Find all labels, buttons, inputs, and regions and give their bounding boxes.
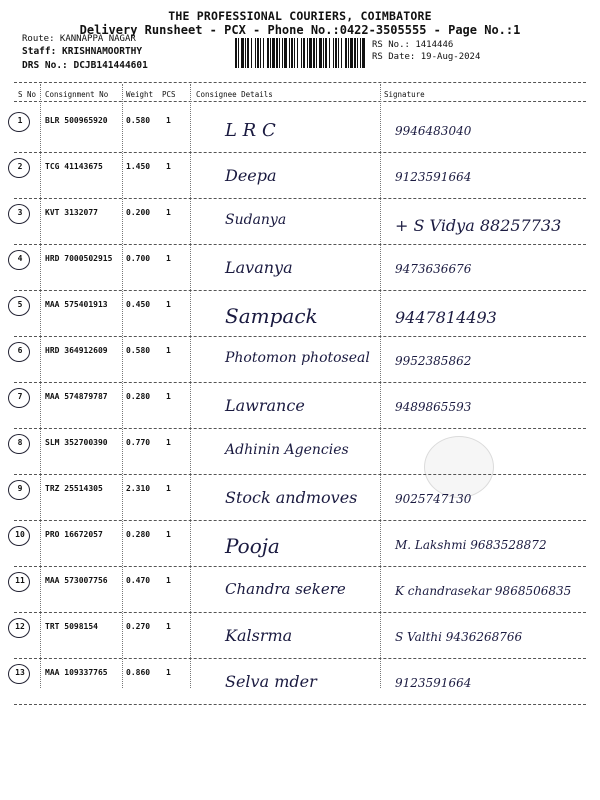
col-sno: S No bbox=[18, 90, 37, 99]
pieces-value: 1 bbox=[166, 530, 171, 539]
signature-handwriting: 9447814493 bbox=[395, 308, 497, 327]
runsheet-subtitle: Delivery Runsheet - PCX - Phone No.:0422-3505555 - Page No.:1 bbox=[79, 23, 521, 37]
weight-value: 2.310 bbox=[126, 484, 151, 493]
consignee-handwriting: L R C bbox=[225, 120, 276, 141]
consignment-number: PRO 16672057 bbox=[45, 530, 103, 539]
serial-number: 10 bbox=[15, 530, 25, 539]
serial-number: 1 bbox=[17, 116, 23, 125]
pieces-value: 1 bbox=[166, 162, 171, 171]
weight-value: 0.280 bbox=[126, 530, 151, 539]
serial-number: 8 bbox=[17, 438, 23, 447]
pieces-value: 1 bbox=[166, 208, 171, 217]
weight-value: 1.450 bbox=[126, 162, 151, 171]
serial-number: 3 bbox=[17, 208, 23, 217]
weight-value: 0.770 bbox=[126, 438, 151, 447]
rs-date: RS Date: 19-Aug-2024 bbox=[372, 52, 481, 62]
row-rule bbox=[14, 658, 586, 659]
consignee-handwriting: Kalsrma bbox=[225, 626, 293, 645]
row-rule bbox=[14, 198, 586, 199]
consignee-handwriting: Lavanya bbox=[225, 258, 293, 277]
signature-handwriting: K chandrasekar 9868506835 bbox=[395, 584, 572, 598]
serial-number: 9 bbox=[17, 484, 23, 493]
serial-number: 6 bbox=[17, 346, 23, 355]
signature-handwriting: 9489865593 bbox=[395, 400, 472, 414]
consignee-handwriting: Lawrance bbox=[225, 396, 305, 415]
consignee-handwriting: Selva mder bbox=[225, 672, 317, 691]
consignment-number: BLR 500965920 bbox=[45, 116, 108, 125]
col-consignee: Consignee Details bbox=[196, 90, 273, 99]
row-rule bbox=[14, 336, 586, 337]
serial-number: 5 bbox=[17, 300, 23, 309]
consignment-number: TRZ 25514305 bbox=[45, 484, 103, 493]
consignment-number: HRD 364912609 bbox=[45, 346, 108, 355]
weight-value: 0.860 bbox=[126, 668, 151, 677]
consignment-number: MAA 573007756 bbox=[45, 576, 108, 585]
row-rule bbox=[14, 290, 586, 291]
consignment-number: SLM 352700390 bbox=[45, 438, 108, 447]
consignee-handwriting: Sudanya bbox=[225, 212, 287, 228]
signature-handwriting: 9473636676 bbox=[395, 262, 472, 276]
consignment-number: MAA 574879787 bbox=[45, 392, 108, 401]
pieces-value: 1 bbox=[166, 622, 171, 631]
header-rule-bottom bbox=[14, 101, 586, 102]
route-label: Route: KANNAPPA NAGAR bbox=[22, 34, 136, 44]
barcode bbox=[235, 38, 365, 68]
col-pcs: PCS bbox=[162, 90, 176, 99]
consignee-handwriting: Adhinin Agencies bbox=[225, 442, 349, 458]
col-divider bbox=[380, 84, 381, 688]
col-divider bbox=[40, 84, 41, 688]
pieces-value: 1 bbox=[166, 392, 171, 401]
consignment-number: TCG 41143675 bbox=[45, 162, 103, 171]
company-title: THE PROFESSIONAL COURIERS, COIMBATORE bbox=[168, 9, 432, 23]
staff-label: Staff: KRISHNAMOORTHY bbox=[22, 46, 143, 57]
signature-handwriting: 9946483040 bbox=[395, 124, 472, 138]
row-rule bbox=[14, 520, 586, 521]
weight-value: 0.580 bbox=[126, 346, 151, 355]
serial-number: 11 bbox=[15, 576, 25, 585]
pieces-value: 1 bbox=[166, 300, 171, 309]
serial-number: 13 bbox=[15, 668, 25, 677]
col-weight: Weight bbox=[126, 90, 154, 99]
serial-number: 7 bbox=[17, 392, 23, 401]
serial-number: 4 bbox=[17, 254, 23, 263]
consignment-number: TRT 5098154 bbox=[45, 622, 98, 631]
consignee-handwriting: Chandra sekere bbox=[225, 580, 346, 598]
pieces-value: 1 bbox=[166, 484, 171, 493]
consignee-handwriting: Sampack bbox=[225, 304, 318, 328]
pieces-value: 1 bbox=[166, 438, 171, 447]
consignment-number: HRD 7000502915 bbox=[45, 254, 113, 263]
signature-handwriting: 9025747130 bbox=[395, 492, 472, 506]
pieces-value: 1 bbox=[166, 116, 171, 125]
signature-handwriting: S Valthi 9436268766 bbox=[395, 630, 523, 644]
weight-value: 0.580 bbox=[126, 116, 151, 125]
consignee-handwriting: Pooja bbox=[225, 534, 280, 558]
weight-value: 0.700 bbox=[126, 254, 151, 263]
consignment-number: MAA 575401913 bbox=[45, 300, 108, 309]
drs-number: DRS No.: DCJB141444601 bbox=[22, 60, 148, 71]
row-rule bbox=[14, 704, 586, 705]
row-rule bbox=[14, 474, 586, 475]
weight-value: 0.280 bbox=[126, 392, 151, 401]
row-rule bbox=[14, 152, 586, 153]
signature-handwriting: 9952385862 bbox=[395, 354, 472, 368]
row-rule bbox=[14, 428, 586, 429]
signature-handwriting: + S Vidya 88257733 bbox=[395, 216, 562, 235]
weight-value: 0.470 bbox=[126, 576, 151, 585]
signature-handwriting: 9123591664 bbox=[395, 170, 472, 184]
weight-value: 0.270 bbox=[126, 622, 151, 631]
signature-handwriting: M. Lakshmi 9683528872 bbox=[395, 538, 547, 552]
row-rule bbox=[14, 566, 586, 567]
col-divider bbox=[190, 84, 191, 688]
serial-number: 2 bbox=[17, 162, 23, 171]
pieces-value: 1 bbox=[166, 254, 171, 263]
consignee-handwriting: Photomon photoseal bbox=[225, 350, 370, 366]
office-stamp bbox=[424, 436, 494, 498]
serial-number: 12 bbox=[15, 622, 25, 631]
pieces-value: 1 bbox=[166, 576, 171, 585]
rs-number: RS No.: 1414446 bbox=[372, 40, 454, 50]
col-divider bbox=[122, 84, 123, 688]
pieces-value: 1 bbox=[166, 346, 171, 355]
weight-value: 0.450 bbox=[126, 300, 151, 309]
consignment-number: KVT 3132077 bbox=[45, 208, 98, 217]
col-consignment: Consignment No bbox=[45, 90, 109, 99]
header-rule-top bbox=[14, 82, 586, 83]
consignee-handwriting: Deepa bbox=[225, 166, 277, 185]
weight-value: 0.200 bbox=[126, 208, 151, 217]
signature-handwriting: 9123591664 bbox=[395, 676, 472, 690]
row-rule bbox=[14, 244, 586, 245]
row-rule bbox=[14, 612, 586, 613]
consignment-number: MAA 109337765 bbox=[45, 668, 108, 677]
consignee-handwriting: Stock andmoves bbox=[225, 488, 358, 507]
row-rule bbox=[14, 382, 586, 383]
col-signature: Signature bbox=[384, 90, 425, 99]
pieces-value: 1 bbox=[166, 668, 171, 677]
